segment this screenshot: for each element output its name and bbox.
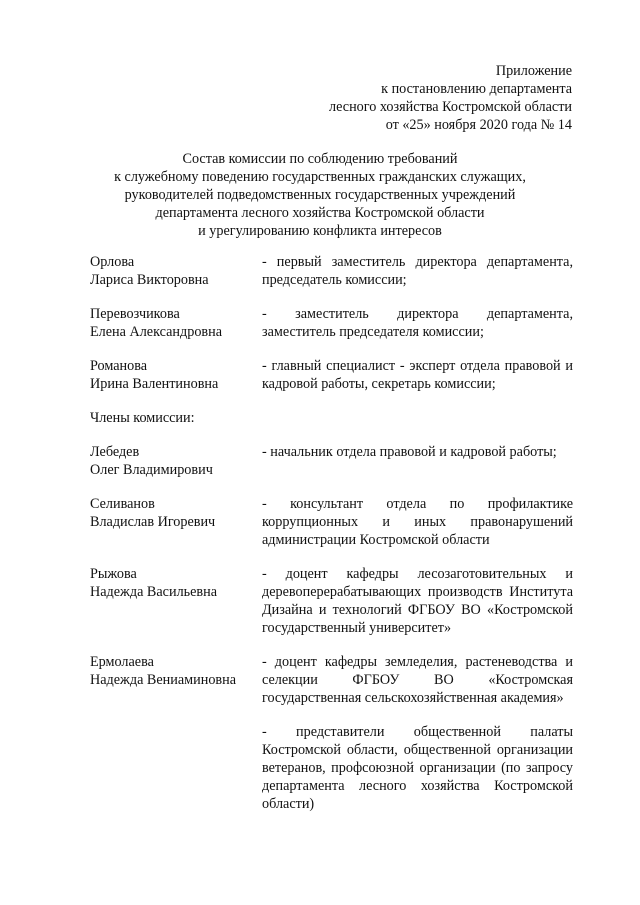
person-role: - заместитель директора департамента, заместитель председателя комиссии; [262,306,573,340]
commission-row-secretary [90,357,573,393]
person-given-names: Владислав Игоревич [90,514,216,530]
commission-row-representatives [90,723,573,813]
person-name [90,565,262,637]
commission-row-deputy-chair [90,305,573,341]
appendix-date-number: от «25» ноября 2020 года № 14 [385,117,572,133]
person-surname: Ермолаева [90,654,154,670]
person-name [90,443,262,479]
person-given-names: Ирина Валентиновна [90,376,219,392]
title-line-3: руководителей подведомственных государственных учреждений [124,187,516,203]
appendix-header [329,62,572,134]
person-role: - главный специалист - эксперт отдела правовой и кадровой работы, секретарь комиссии; [262,358,573,392]
commission-composition [90,253,573,829]
person-surname: Рыжова [90,566,137,582]
title-line-5: и урегулированию конфликта интересов [198,223,442,239]
person-surname: Романова [90,358,148,374]
person-role: - доцент кафедры лесозаготовительных и деревоперерабатывающих производств Института Дизайна и технологий ФГБОУ ВО «Костромской государственный университет» [262,566,573,636]
person-name [90,653,262,707]
document-title [40,150,600,240]
person-name [90,305,262,341]
person-given-names: Олег Владимирович [90,462,213,478]
person-given-names: Елена Александровна [90,324,222,340]
title-line-1: Состав комиссии по соблюдению требований [182,151,458,167]
appendix-department: лесного хозяйства Костромской области [329,99,572,115]
person-surname: Селиванов [90,496,155,512]
person-role: - начальник отдела правовой и кадровой работы; [262,444,557,460]
person-given-names: Надежда Васильевна [90,584,218,600]
person-name [90,495,262,549]
commission-row-member [90,565,573,637]
commission-row-member [90,443,573,479]
person-name [90,357,262,393]
commission-row-member [90,495,573,549]
person-role: - представители общественной палаты Костромской области, общественной организации ветеранов, профсоюзной организации (по запросу департамента лесного хозяйства Костромской области) [262,724,573,812]
appendix-label: Приложение [495,63,572,79]
person-name [90,253,262,289]
person-given-names: Лариса Викторовна [90,272,209,288]
title-line-2: к служебному поведению государственных гражданских служащих, [114,169,526,185]
person-given-names: Надежда Вениаминовна [90,672,237,688]
commission-row-member [90,653,573,707]
person-role: - первый заместитель директора департамента, председатель комиссии; [262,254,573,288]
appendix-resolution-ref: к постановлению департамента [381,81,572,97]
commission-row-chair [90,253,573,289]
person-surname: Орлова [90,254,135,270]
person-surname: Перевозчикова [90,306,180,322]
person-role: - консультант отдела по профилактике коррупционных и иных правонарушений администрации Костромской области [262,496,573,548]
title-line-4: департамента лесного хозяйства Костромской области [155,205,485,221]
person-role: - доцент кафедры земледелия, растеневодства и селекции ФГБОУ ВО «Костромская государственная сельскохозяйственная академия» [262,654,573,706]
person-name [90,723,262,813]
person-surname: Лебедев [90,444,140,460]
members-heading: Члены комиссии: [90,410,195,426]
